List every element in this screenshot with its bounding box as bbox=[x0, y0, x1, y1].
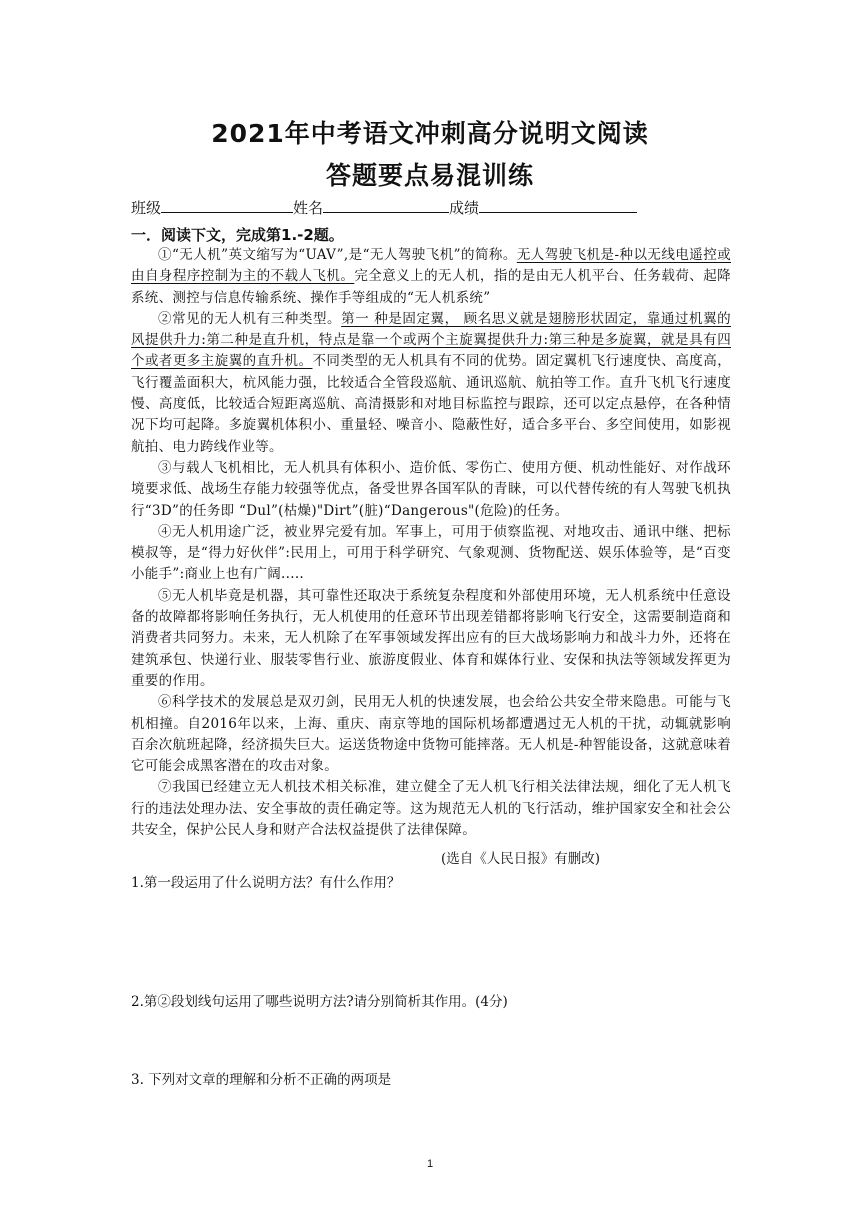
student-info-line bbox=[131, 197, 637, 218]
reading-passage bbox=[131, 245, 731, 841]
class-label: 班级 bbox=[131, 199, 162, 217]
document-subtitle: 答题要点易混训练 bbox=[325, 161, 534, 190]
section-heading: 一．阅读下文，完成第1.-2题。 bbox=[131, 226, 344, 244]
score-label: 成绩 bbox=[449, 199, 480, 217]
paragraph-5: ⑤无人机毕竟是机器，其可靠性还取决于系统复杂程度和外部使用环境，无人机系统中任意设备的故障都将影响任务执行，无人机使用的任意环节出现差错都将影响飞行安全，这需要制造商和消费者共同努力。未来，无人机除了在军事领域发挥出应有的巨大战场影响力和战斗力外，还将在建筑承包、快递行业、服装零售行业、旅游度假业、体育和媒体行业、安保和执法等领域发挥更为重要的作用。 bbox=[131, 587, 731, 689]
paragraph-1 bbox=[131, 245, 731, 309]
paragraph-2 bbox=[131, 309, 731, 458]
question-1: 1.第一段运用了什么说明方法？有什么作用？ bbox=[131, 875, 401, 891]
question-3: 3. 下列对文章的理解和分析不正确的两项是 bbox=[131, 1072, 392, 1088]
class-blank bbox=[161, 198, 293, 213]
paragraph-1-text-c: 完全意义上的无人机，指的是由无人机平台、任务载荷、起降系统、测控与信息传输系统、操作手等组成的“无人机系统” bbox=[131, 268, 731, 306]
score-blank bbox=[479, 198, 637, 213]
paragraph-2-underlined: 第一 种是固定翼， 顾名思义就是翅膀形状固定，靠通过机翼的风提供升力:第二种是直升机，特点是靠一个或两个主旋翼提供升力:第三种是多旋翼，就是具有四个或者更多主旋翼的直升机。 bbox=[131, 310, 731, 370]
paragraph-4: ④无人机用途广泛，被业界完爱有加。军事上，可用于侦察监视、对地攻击、通讯中继、把标模叔等，是“得力好伙伴”:民用上，可用于科学研究、气象观测、货物配送、娱乐体验等，是“百变小能手”:商业上也有广阔..... bbox=[131, 523, 731, 583]
question-2: 2.第②段划线句运用了哪些说明方法?请分别简析其作用。(4分) bbox=[131, 994, 508, 1010]
name-label: 姓名 bbox=[293, 199, 324, 217]
paragraph-1-text-a: ①“无人机”英文缩写为“UAV”,是“无人驾驶飞机”的简称。 bbox=[158, 247, 517, 263]
paragraph-2-text-c: 不同类型的无人机具有不同的优势。固定翼机飞行速度快、高度高，飞行覆盖面积大，杭风能力强，比较适合全管段巡航、通讯巡航、航拍等工作。直升飞机飞行速度慢、高度低，比较适合短距离巡航、高清摄影和对地目标监控与跟踪，还可以定点悬停，在各种情况下均可起降。多旋翼机体积小、重量轻、噪音小、隐蔽性好，适合多平台、多空间使用，如影视航拍、电力跨线作业等。 bbox=[131, 353, 732, 455]
paragraph-6: ⑥科学技术的发展总是双刃剑，民用无人机的快速发展，也会给公共安全带来隐患。可能与飞机相撞。自2016年以来，上海、重庆、南京等地的国际机场都遭遇过无人机的干扰，动辄就影响百余次航班起降，经济损失巨大。运送货物途中货物可能摔落。无人机是-种智能设备，这就意味着它可能会成黑客潜在的攻击对象。 bbox=[131, 694, 731, 775]
document-title: 2021年中考语文冲刺高分说明文阅读 bbox=[211, 119, 649, 148]
paragraph-2-text-a: ②常见的无人机有三种类型。 bbox=[158, 310, 342, 327]
paragraph-3: ③与载人飞机相比，无人机具有体积小、造价低、零伤亡、使用方便、机动性能好、对作战环境要求低、战场生存能力较强等优点，备受世界各国军队的青睐，可以代替传统的有人驾驶飞机执行“3D”的任务即 “Dul”(枯燥)"Dirt”(脏)“Dangerous"(危险)的任务。 bbox=[131, 459, 731, 519]
page-number: 1 bbox=[426, 1158, 434, 1170]
paragraph-7: ⑦我国已经建立无人机技术相关标准，建立健全了无人机飞行相关法律法规，细化了无人机飞行的违法处理办法、安全事故的责任确定等。这为规范无人机的飞行活动，维护国家安全和社会公共安全，保护公民人身和财产合法权益提供了法律保障。 bbox=[131, 779, 731, 839]
paragraph-1-underlined: 无人驾驶飞机是-种以无线电遥控或由自身程序控制为主的不载人飞机。 bbox=[131, 247, 731, 285]
source-citation: (选自《人民日报》有删改) bbox=[441, 851, 601, 867]
name-blank bbox=[323, 198, 449, 213]
